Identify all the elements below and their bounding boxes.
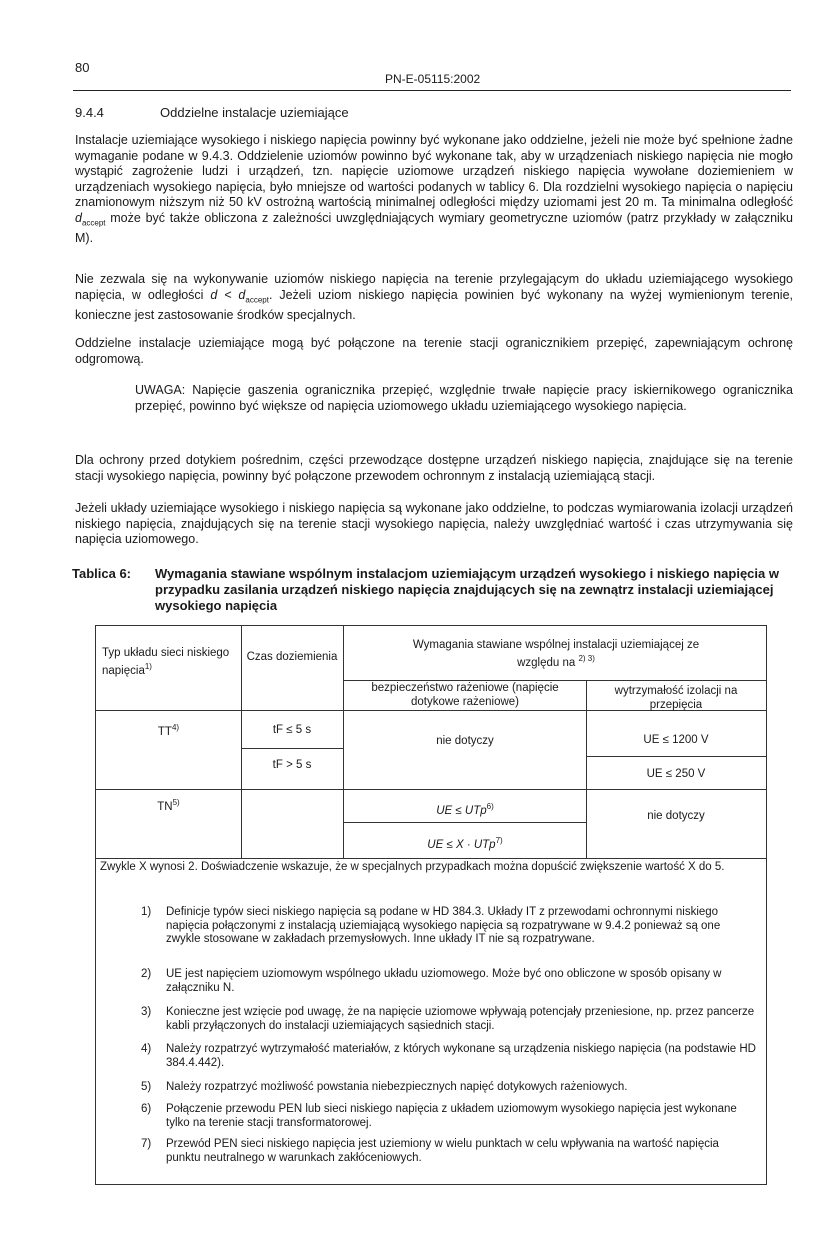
- footnote-text: Połączenie przewodu PEN lub sieci niskiego napięcia z układem uziomowym wysokiego napięcia jest wykonane tylko na terenie stacji transformatorowej.: [166, 1103, 737, 1129]
- header-network-type: Typ układu sieci niskiego napięcia$^{1)}$: [102, 647, 230, 677]
- ue-utp: UE ≤ UTp$^{6)}$: [436, 802, 494, 817]
- footnote-number: 7): [141, 1138, 152, 1150]
- ue-x-utp: UE ≤ X · UTp$^{7)}$: [427, 836, 503, 851]
- ue-1200v: UE ≤ 1200 V: [643, 734, 709, 746]
- x-value-remark: Zwykle X wynosi 2. Doświadczenie wskazuje, że w specjalnych przypadkach można dopuścić zwiększenie wartość X do 5.: [100, 861, 725, 873]
- footnote-number: 6): [141, 1103, 152, 1115]
- footnote-number: 4): [141, 1043, 152, 1055]
- footnote-text: Przewód PEN sieci niskiego napięcia jest uziemiony w wielu punktach w celu wpływania na wartość napięcia punktu neutralnego w warunkach zakłóceniowych.: [166, 1138, 719, 1164]
- footnote-text: Należy rozpatrzyć możliwość powstania niebezpiecznych napięć dotykowych rażeniowych.: [166, 1081, 628, 1093]
- section-number: 9.4.4: [75, 105, 104, 120]
- table-rule: [241, 748, 343, 749]
- paragraph-3: Oddzielne instalacje uziemiające mogą być połączone na terenie stacji ogranicznikiem przepięć, zapewniającym ochronę odgromową.: [75, 336, 793, 366]
- table-rule: [241, 626, 242, 858]
- page-number: 80: [75, 60, 90, 75]
- table-rule: [343, 822, 586, 823]
- table-rule: [96, 789, 766, 790]
- time-le-5s: tF ≤ 5 s: [272, 724, 312, 736]
- paragraph-1: Instalacje uziemiające wysokiego i niskiego napięcia powinny być wykonane jako oddzielne, jeżeli nie może być spełnione żadne wymaganie podane w 9.4.3. Oddzielenie uziomów powinno być wykonane tak, aby w urządzeniach niskiego napięcia nie mogło wystąpić zagrożenie ludzi i urządzeń, tzn. napięcie uziomowe urządzeń niskiego napięcia wywołane doziemieniem w urządzeniach wysokiego napięcia, było mniejsze od wartości podanych w tablicy 6. Dla rozdzielni wysokiego napięcia o napięciu znamionowym niższym niż 50 kV ostrożną wartością minimalnej odległości między uziomami jest 20 m. Ta minimalna odległość $d_{accept}$ może być także obliczona z zależności uwzględniających wymiary geometryczne uziomów (patrz przykłady w załączniku M).: [75, 133, 793, 245]
- paragraph-5: Jeżeli układy uziemiające wysokiego i niskiego napięcia są wykonane jako oddzielne, to podczas wymiarowania izolacji urządzeń niskiego napięcia, znajdujących się na terenie stacji wysokiego napięcia, należy uwzględniać wartość i czas utrzymywania się napięcia uziomowego.: [75, 501, 793, 546]
- ue-250v: UE ≤ 250 V: [646, 768, 706, 780]
- table-6: [95, 625, 767, 1185]
- strength-not-applicable: nie dotyczy: [647, 810, 705, 822]
- paragraph-2: Nie zezwala się na wykonywanie uziomów niskiego napięcia na terenie przylegającym do układu uziemiającego wysokiego napięcia, w odległości $d < d_{accept}$. Jeżeli uziom niskiego napięcia powinien być wykonany na wyżej wymienionym terenie, konieczne jest zastosowanie środków specjalnych.: [75, 272, 793, 322]
- footnote-number: 2): [141, 968, 152, 980]
- table-title: Wymagania stawiane wspólnym instalacjom uziemiającym urządzeń wysokiego i niskiego napięcia w przypadku zasilania urządzeń niskiego napięcia znajdujących się na zewnątrz instalacji uziemiającej wysokiego napięcia: [155, 566, 779, 613]
- footnote-text: Należy rozpatrzyć wytrzymałość materiałów, z których wykonane są urządzenia niskiego napięcia (na podstawie HD 384.4.442).: [166, 1043, 756, 1069]
- footnote-number: 3): [141, 1006, 152, 1018]
- network-tt: TT$^{4)}$: [157, 723, 180, 738]
- time-gt-5s: tF > 5 s: [272, 759, 312, 771]
- table-rule: [586, 756, 766, 757]
- note: UWAGA: Napięcie gaszenia ogranicznika przepięć, względnie trwałe napięcie pracy iskiernikowego ogranicznika przepięć, powinno być większe od napięcia uziomowego układu uziemiającego wysokiego napięcia.: [135, 383, 793, 413]
- header-rule: [73, 90, 791, 91]
- footnote-text: UE jest napięciem uziomowym wspólnego układu uziomowego. Może być ono obliczone w sposób opisany w załączniku N.: [166, 968, 722, 994]
- table-rule: [586, 680, 587, 858]
- header-requirements: Wymagania stawiane wspólnej instalacji uziemiającej ze względu na $^{2) 3)}$: [412, 639, 700, 669]
- table-rule: [343, 626, 344, 858]
- header-fault-time: Czas doziemienia: [246, 651, 338, 663]
- safety-not-applicable: nie dotyczy: [436, 735, 494, 747]
- table-rule: [96, 858, 766, 859]
- header-shock-safety: bezpieczeństwo rażeniowe (napięcie dotykowe rażeniowe): [371, 682, 559, 708]
- header-insulation-strength: wytrzymałość izolacji na przepięcia: [614, 685, 738, 711]
- standard-id: PN-E-05115:2002: [385, 72, 481, 86]
- footnote-text: Definicje typów sieci niskiego napięcia są podane w HD 384.3. Układy IT z przewodami ochronnymi niskiego napięcia połączonymi z instalacją uziemiającą wysokiego napięcia są rozpatrywane w 9.4.2 ponieważ są one zwykle stosowane w zakładach przemysłowych. Inne układy IT nie są rozpatrywane.: [166, 906, 721, 945]
- section-title: Oddzielne instalacje uziemiające: [160, 105, 349, 120]
- footnote-number: 1): [141, 906, 152, 918]
- footnote-number: 5): [141, 1081, 152, 1093]
- footnote-text: Konieczne jest wzięcie pod uwagę, że na napięcie uziomowe wpływają potencjały przeniesione, np. przez pancerze kabli przyłączonych do instalacji uziemiających sąsiednich stacji.: [166, 1006, 755, 1032]
- table-label: Tablica 6:: [72, 566, 132, 581]
- network-tn: TN$^{5)}$: [157, 798, 180, 813]
- paragraph-4: Dla ochrony przed dotykiem pośrednim, części przewodzące dostępne urządzeń niskiego napięcia, znajdujące się na terenie stacji wysokiego napięcia, powinny być połączone przewodem ochronnym z instalacją uziemiającą stacji.: [75, 453, 793, 483]
